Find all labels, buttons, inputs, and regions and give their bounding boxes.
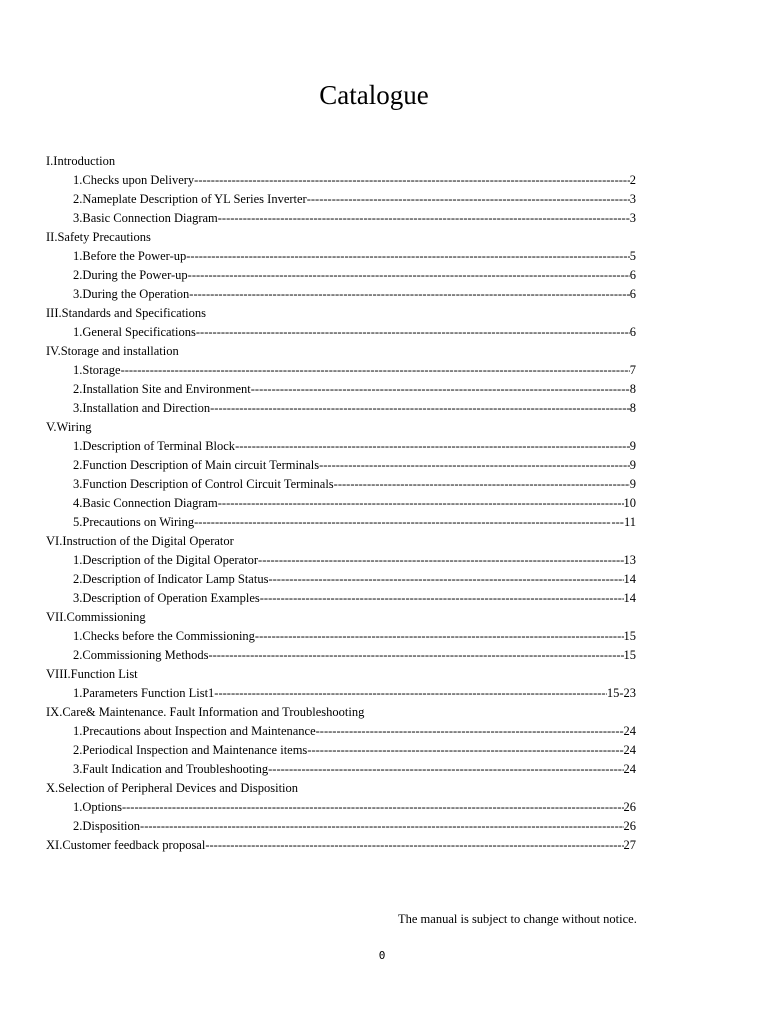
toc-section-heading <box>46 703 636 722</box>
toc-page-number: 5 <box>629 249 636 263</box>
toc-entry <box>46 399 636 418</box>
toc-entry-title: 3.Installation and Direction <box>73 401 211 415</box>
toc-page-number: 13 <box>623 553 636 567</box>
toc-page-number: 15 <box>623 648 636 662</box>
toc-entry <box>46 209 636 228</box>
toc-entry-title: 3.During the Operation <box>73 287 190 301</box>
toc-entry-title: 3.Description of Operation Examples <box>73 591 260 605</box>
toc-page-number: 7 <box>629 363 636 377</box>
toc-entry-title: 3.Function Description of Control Circuit Terminals <box>73 477 334 491</box>
toc-entry <box>46 551 636 570</box>
toc-dot-leader <box>214 684 607 703</box>
toc-dot-leader <box>194 171 630 190</box>
toc-entry-title: 2.Periodical Inspection and Maintenance items <box>73 743 308 757</box>
toc-dot-leader <box>307 190 630 209</box>
toc-entry-title: 5.Precautions on Wiring <box>73 515 195 529</box>
toc-page-number: 6 <box>629 268 636 282</box>
toc-entry <box>46 741 636 760</box>
toc-page-number: 15 <box>623 629 636 643</box>
toc-entry-title: V.Wiring <box>46 420 92 434</box>
toc-page-number: 26 <box>623 800 636 814</box>
toc-entry-title: III.Standards and Specifications <box>46 306 207 320</box>
toc-page-number: 9 <box>629 439 636 453</box>
toc-entry-title: 2.Nameplate Description of YL Series Inverter <box>73 192 307 206</box>
toc-dot-leader <box>255 627 624 646</box>
toc-page-number: 26 <box>623 819 636 833</box>
toc-dot-leader <box>194 513 611 532</box>
toc-entry-title: 1.Precautions about Inspection and Maintenance <box>73 724 316 738</box>
toc-dot-leader <box>235 437 630 456</box>
toc-entry <box>46 570 636 589</box>
toc-entry-title: I.Introduction <box>46 154 116 168</box>
toc-entry-title: VIII.Function List <box>46 667 138 681</box>
toc-entry-title: 2.Function Description of Main circuit Terminals <box>73 458 320 472</box>
toc-dot-leader <box>122 798 624 817</box>
toc-page-number: ---11 <box>611 515 636 529</box>
toc-section-heading <box>46 665 636 684</box>
toc-dot-leader <box>268 760 623 779</box>
toc-page-number: 24 <box>623 762 636 776</box>
toc-page-number: 27 <box>623 838 636 852</box>
toc-page-number: 8 <box>629 401 636 415</box>
toc-entry-title: IV.Storage and installation <box>46 344 179 358</box>
toc-section-heading <box>46 228 636 247</box>
toc-dot-leader <box>210 399 630 418</box>
toc-entry-title: 1.Parameters Function List1 <box>73 686 215 700</box>
toc-entry <box>46 817 636 836</box>
toc-section-heading <box>46 608 636 627</box>
toc-section-heading <box>46 418 636 437</box>
toc-entry <box>46 798 636 817</box>
toc-entry <box>46 494 636 513</box>
toc-dot-leader <box>196 323 630 342</box>
toc-entry <box>46 627 636 646</box>
table-of-contents <box>46 152 636 855</box>
toc-entry <box>46 361 636 380</box>
toc-dot-leader <box>188 266 630 285</box>
toc-entry-title: 2.Installation Site and Environment <box>73 382 251 396</box>
toc-dot-leader <box>186 247 629 266</box>
toc-entry-title: IX.Care& Maintenance. Fault Information and Troubleshooting <box>46 705 365 719</box>
toc-entry-title: 2.Disposition <box>73 819 141 833</box>
toc-entry-title: X.Selection of Peripheral Devices and Disposition <box>46 781 299 795</box>
toc-section-heading <box>46 779 636 798</box>
toc-page-number: 9 <box>629 458 636 472</box>
toc-entry <box>46 684 636 703</box>
toc-dot-leader <box>140 817 623 836</box>
toc-page-number: 14 <box>623 572 636 586</box>
page-title: Catalogue <box>319 80 429 110</box>
toc-entry-title: 1.Storage <box>73 363 121 377</box>
toc-dot-leader <box>334 475 630 494</box>
toc-entry <box>46 836 636 855</box>
toc-page-number: 9 <box>629 477 636 491</box>
toc-dot-leader <box>189 285 629 304</box>
toc-entry <box>46 760 636 779</box>
toc-page-number: 10 <box>623 496 636 510</box>
toc-page-number: 24 <box>623 724 636 738</box>
toc-entry <box>46 285 636 304</box>
toc-entry <box>46 171 636 190</box>
toc-page-number: 24 <box>623 743 636 757</box>
toc-entry <box>46 646 636 665</box>
toc-dot-leader <box>258 551 623 570</box>
toc-dot-leader <box>121 361 630 380</box>
toc-page-number: 8 <box>629 382 636 396</box>
toc-entry <box>46 323 636 342</box>
toc-dot-leader <box>218 494 624 513</box>
page-number: 0 <box>378 949 386 962</box>
toc-entry <box>46 589 636 608</box>
toc-page-number: 14 <box>623 591 636 605</box>
toc-entry-title: 4.Basic Connection Diagram <box>73 496 218 510</box>
toc-section-heading <box>46 342 636 361</box>
toc-page-number: 6 <box>629 287 636 301</box>
toc-dot-leader <box>268 570 623 589</box>
toc-entry-title: 2.Commissioning Methods <box>73 648 209 662</box>
toc-entry-title: 1.Description of Terminal Block <box>73 439 236 453</box>
toc-dot-leader <box>319 456 630 475</box>
toc-entry-title: 1.General Specifications <box>73 325 196 339</box>
toc-entry <box>46 247 636 266</box>
toc-entry-title: 1.Options <box>73 800 122 814</box>
toc-dot-leader <box>316 722 624 741</box>
toc-entry <box>46 437 636 456</box>
toc-section-heading <box>46 304 636 323</box>
toc-entry <box>46 475 636 494</box>
toc-dot-leader <box>251 380 630 399</box>
toc-entry-title: VII.Commissioning <box>46 610 146 624</box>
toc-entry-title: 2.During the Power-up <box>73 268 188 282</box>
toc-page-number: 15-23 <box>606 686 636 700</box>
toc-entry-title: II.Safety Precautions <box>46 230 151 244</box>
toc-entry <box>46 190 636 209</box>
toc-entry <box>46 380 636 399</box>
toc-entry-title: XI.Customer feedback proposal <box>46 838 206 852</box>
toc-entry-title: 2.Description of Indicator Lamp Status <box>73 572 269 586</box>
toc-dot-leader <box>205 836 623 855</box>
toc-page-number: 6 <box>629 325 636 339</box>
toc-page-number: 3 <box>629 192 636 206</box>
toc-dot-leader <box>260 589 624 608</box>
toc-entry-title: 1.Checks upon Delivery <box>73 173 195 187</box>
toc-entry <box>46 513 636 532</box>
toc-entry-title: 1.Before the Power-up <box>73 249 187 263</box>
toc-dot-leader <box>218 209 630 228</box>
toc-dot-leader <box>307 741 623 760</box>
toc-entry-title: 1.Description of the Digital Operator <box>73 553 259 567</box>
toc-entry <box>46 722 636 741</box>
toc-dot-leader <box>208 646 623 665</box>
toc-entry <box>46 456 636 475</box>
toc-entry-title: 1.Checks before the Commissioning <box>73 629 255 643</box>
toc-entry-title: 3.Basic Connection Diagram <box>73 211 218 225</box>
toc-section-heading <box>46 532 636 551</box>
toc-entry-title: VI.Instruction of the Digital Operator <box>46 534 234 548</box>
toc-section-heading <box>46 152 636 171</box>
toc-page-number: 2 <box>629 173 636 187</box>
toc-entry-title: 3.Fault Indication and Troubleshooting <box>73 762 269 776</box>
change-notice: The manual is subject to change without notice. <box>398 912 637 926</box>
toc-entry <box>46 266 636 285</box>
toc-page-number: 3 <box>629 211 636 225</box>
